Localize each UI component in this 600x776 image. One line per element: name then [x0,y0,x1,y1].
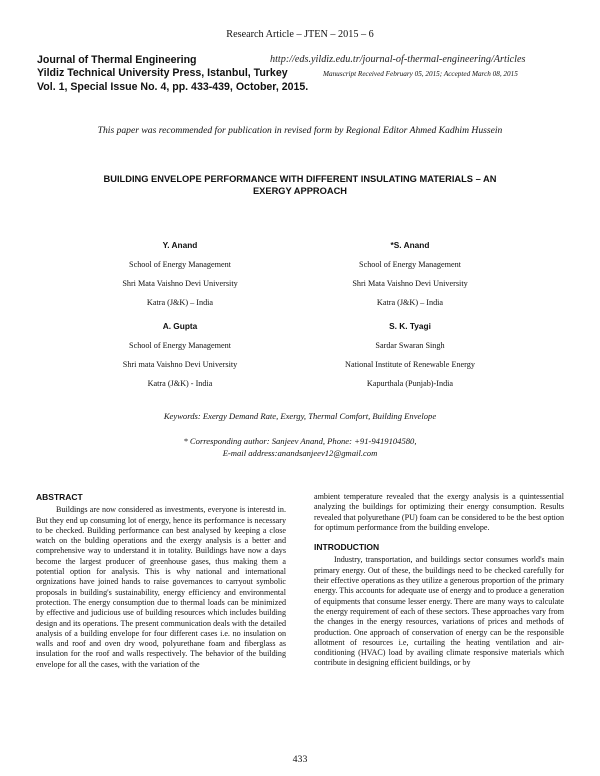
introduction-text: Industry, transportation, and buildings sector consumes world's main primary energy. Out of these, the buildings need to be checked carefully for their effective operations as they utilize a generous proportion of the primary energy. This accounts for adequate use of energy and to produce a generation of equipments that consume lesser energy. There are many ways to calculate the energy requirement of each of these sectors. These approaches vary from the changes in the energy resources, variations of prices and methods of production. One approach of conservation of energy can be the responsible allotment of resources i.e, curtailing the heating ventilation and air-conditioning (HVAC) load by availing climate responsive materials which contribute in designing efficient buildings, or by [314,555,564,668]
author-name: S. K. Tyagi [389,321,431,331]
author-university: Shri Mata Vaishno Devi University [122,279,238,288]
author-university: Shri Mata Vaishno Devi University [352,279,468,288]
abstract-section [36,492,286,670]
author-dept: School of Energy Management [359,260,461,269]
author-university: Shri mata Vaishno Devi University [122,360,238,369]
author-dept: Sardar Swaran Singh [375,341,445,350]
author-name: Y. Anand [162,240,198,250]
paper-title-line-2: EXERGY APPROACH [252,186,348,196]
author-location: Katra (J&K) – India [146,298,214,307]
journal-url[interactable]: http://eds.yildiz.edu.tr/journal-of-thermal-engineering/Articles [270,54,526,65]
paper-title-line-1: BUILDING ENVELOPE PERFORMANCE WITH DIFFERENT INSULATING MATERIALS – AN [103,174,497,184]
author-block [310,317,510,393]
author-location: Kapurthala (Punjab)-India [366,379,454,388]
abstract-continuation: ambient temperature revealed that the exergy analysis is a quintessential analyzing the buildings for optimizing their energy consumption. Results revealed that polyurethane (PU) foam can be considered to be the best option for optimum performance from the building envelope. [314,492,564,532]
author-dept: School of Energy Management [129,341,231,350]
page-number: 433 [292,754,308,765]
author-name: *S. Anand [390,240,430,250]
author-location: Katra (J&K) - India [147,379,213,388]
author-dept: School of Energy Management [129,260,231,269]
author-location: Katra (J&K) – India [376,298,444,307]
author-block [80,236,280,312]
author-block [80,317,280,393]
author-name: A. Gupta [162,321,198,331]
author-email[interactable]: E-mail address:anandsanjeev12@gmail.com [222,448,378,458]
keywords: Keywords: Exergy Demand Rate, Exergy, Thermal Comfort, Building Envelope [163,411,437,421]
running-header: Research Article – JTEN – 2015 – 6 [226,29,374,40]
editor-recommendation: This paper was recommended for publication in revised form by Regional Editor Ahmed Kadhim Hussein [97,125,503,136]
paper-title [0,173,600,197]
journal-press: Yildiz Technical University Press, Istanbul, Turkey [37,67,288,79]
journal-volume: Vol. 1, Special Issue No. 4, pp. 433-439, October, 2015. [37,81,309,93]
corresponding-author: * Corresponding author: Sanjeev Anand, Phone: +91-9419104580, [183,436,417,446]
author-university: National Institute of Renewable Energy [345,360,475,369]
abstract-text: Buildings are now considered as investments, everyone is interestd in. But they end up consuming lot of energy, hence its performance is necessary to be checked. Building performance can best analysed by keeping a close watch on the bulding operations and the exergy analysis is a better and comprehensive way to understand it in totality. Buildings have now a days become the largest producer of greenhouse gases, thus making them a potential option for analysis. This is why national and international orgnizations have joined hands to raise governances to carryout symbolic proposals in building's sustainability, energy efficiency and environmental protection. The energy consumption due to thermal loads can be minimized by effective and judicious use of building resources which includes building design and its operations. The present communication deals with the detailed analysis of a building envelope for four different cases i.e. no insulation on walls and roof and oven dry wood, polyurethane foam and fiberglass as insulation for the roof and walls respectively. The behavior of the building envelope for all the cases, with the variation of the [36,505,286,669]
journal-name: Journal of Thermal Engineering [37,54,197,66]
introduction-heading: INTRODUCTION [314,542,380,553]
manuscript-dates: Manuscript Received February 05, 2015; Accepted March 08, 2015 [323,70,518,78]
author-block [310,236,510,312]
right-column [314,492,564,669]
abstract-heading: ABSTRACT [36,492,83,502]
